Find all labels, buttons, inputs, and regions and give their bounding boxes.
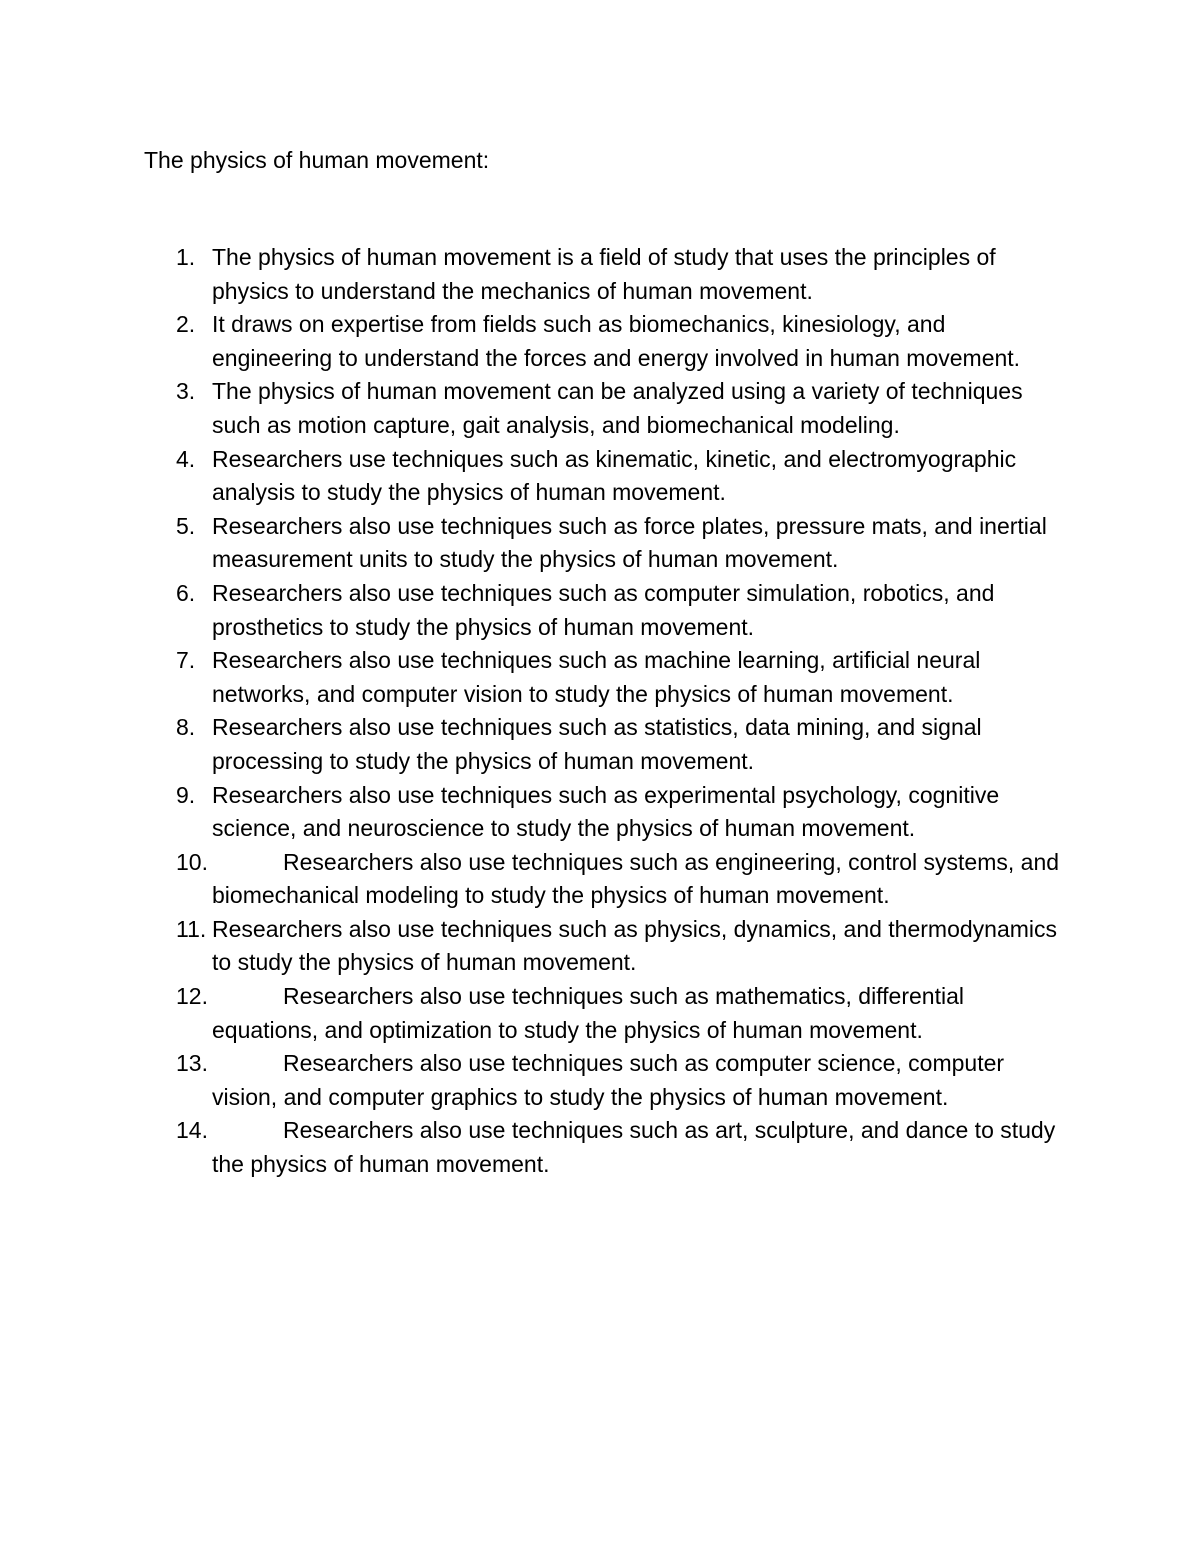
list-item-text: Researchers also use techniques such as machine learning, artificial neural networks, and computer vision to study the physics of human movement.: [212, 647, 981, 707]
list-item-12: [0, 980, 1062, 1047]
list-item-number: 14.: [176, 1117, 208, 1144]
list-item-14: [0, 1114, 1062, 1181]
list-item-3: [0, 375, 1062, 442]
list-item-10: [0, 846, 1062, 913]
list-item-text: Researchers use techniques such as kinematic, kinetic, and electromyographic analysis to study the physics of human movement.: [212, 445, 1017, 506]
list-item-number: 1.: [176, 244, 196, 270]
list-item-13: [0, 1047, 1062, 1114]
list-item-number: 4.: [176, 445, 196, 472]
list-item-9: [0, 779, 1062, 846]
list-item-text: It draws on expertise from fields such as biomechanics, kinesiology, and engineering to understand the forces and energy involved in human movement.: [212, 311, 1021, 371]
list-item-number: 8.: [176, 714, 196, 741]
list-item-7: [0, 644, 1062, 711]
list-item-text: Researchers also use techniques such as computer simulation, robotics, and prosthetics to study the physics of human movement.: [212, 579, 995, 640]
list-item-text: The physics of human movement can be analyzed using a variety of techniques such as motion capture, gait analysis, and biomechanical modeling.: [212, 378, 1023, 438]
list-item-1: [0, 241, 1062, 308]
list-item-number: 13.: [176, 1050, 208, 1077]
list-item-text: Researchers also use techniques such as computer science, computer vision, and computer graphics to study the physics of human movement.: [212, 1050, 1005, 1110]
list-item-11: [0, 913, 1062, 980]
list-item-number: 2.: [176, 311, 196, 338]
list-item-number: 12.: [176, 983, 208, 1010]
list-item-text: Researchers also use techniques such as mathematics, differential equations, and optimization to study the physics of human movement.: [212, 983, 964, 1043]
list-item-number: 11.: [176, 915, 207, 942]
list-item-text: Researchers also use techniques such as statistics, data mining, and signal processing to study the physics of human movement.: [212, 714, 982, 774]
list-item-number: 5.: [176, 512, 196, 539]
list-item-text: Researchers also use techniques such as art, sculpture, and dance to study the physics of human movement.: [212, 1117, 1056, 1178]
list-item-6: [0, 577, 1062, 644]
list-item-2: [0, 308, 1062, 375]
numbered-list: [0, 241, 1200, 1182]
list-item-number: 3.: [176, 378, 196, 405]
list-item-8: [0, 711, 1062, 778]
list-item-number: 6.: [176, 579, 196, 606]
list-item-text: Researchers also use techniques such as engineering, control systems, and biomechanical modeling to study the physics of human movement.: [212, 848, 1060, 909]
list-item-number: 9.: [176, 781, 196, 808]
list-item-text: Researchers also use techniques such as force plates, pressure mats, and inertial measurement units to study the physics of human movement.: [212, 512, 1047, 573]
list-item-number: 7.: [176, 647, 196, 674]
list-item-text: Researchers also use techniques such as physics, dynamics, and thermodynamics to study the physics of human movement.: [212, 915, 1058, 976]
list-item-5: [0, 510, 1062, 577]
list-item-text: Researchers also use techniques such as experimental psychology, cognitive science, and neuroscience to study the physics of human movement.: [212, 781, 1000, 842]
list-item-4: [0, 443, 1062, 510]
document-title: The physics of human movement:: [144, 147, 490, 173]
list-item-number: 10.: [176, 848, 208, 875]
list-item-text: The physics of human movement is a field of study that uses the principles of physics to understand the mechanics of human movement.: [212, 244, 996, 304]
